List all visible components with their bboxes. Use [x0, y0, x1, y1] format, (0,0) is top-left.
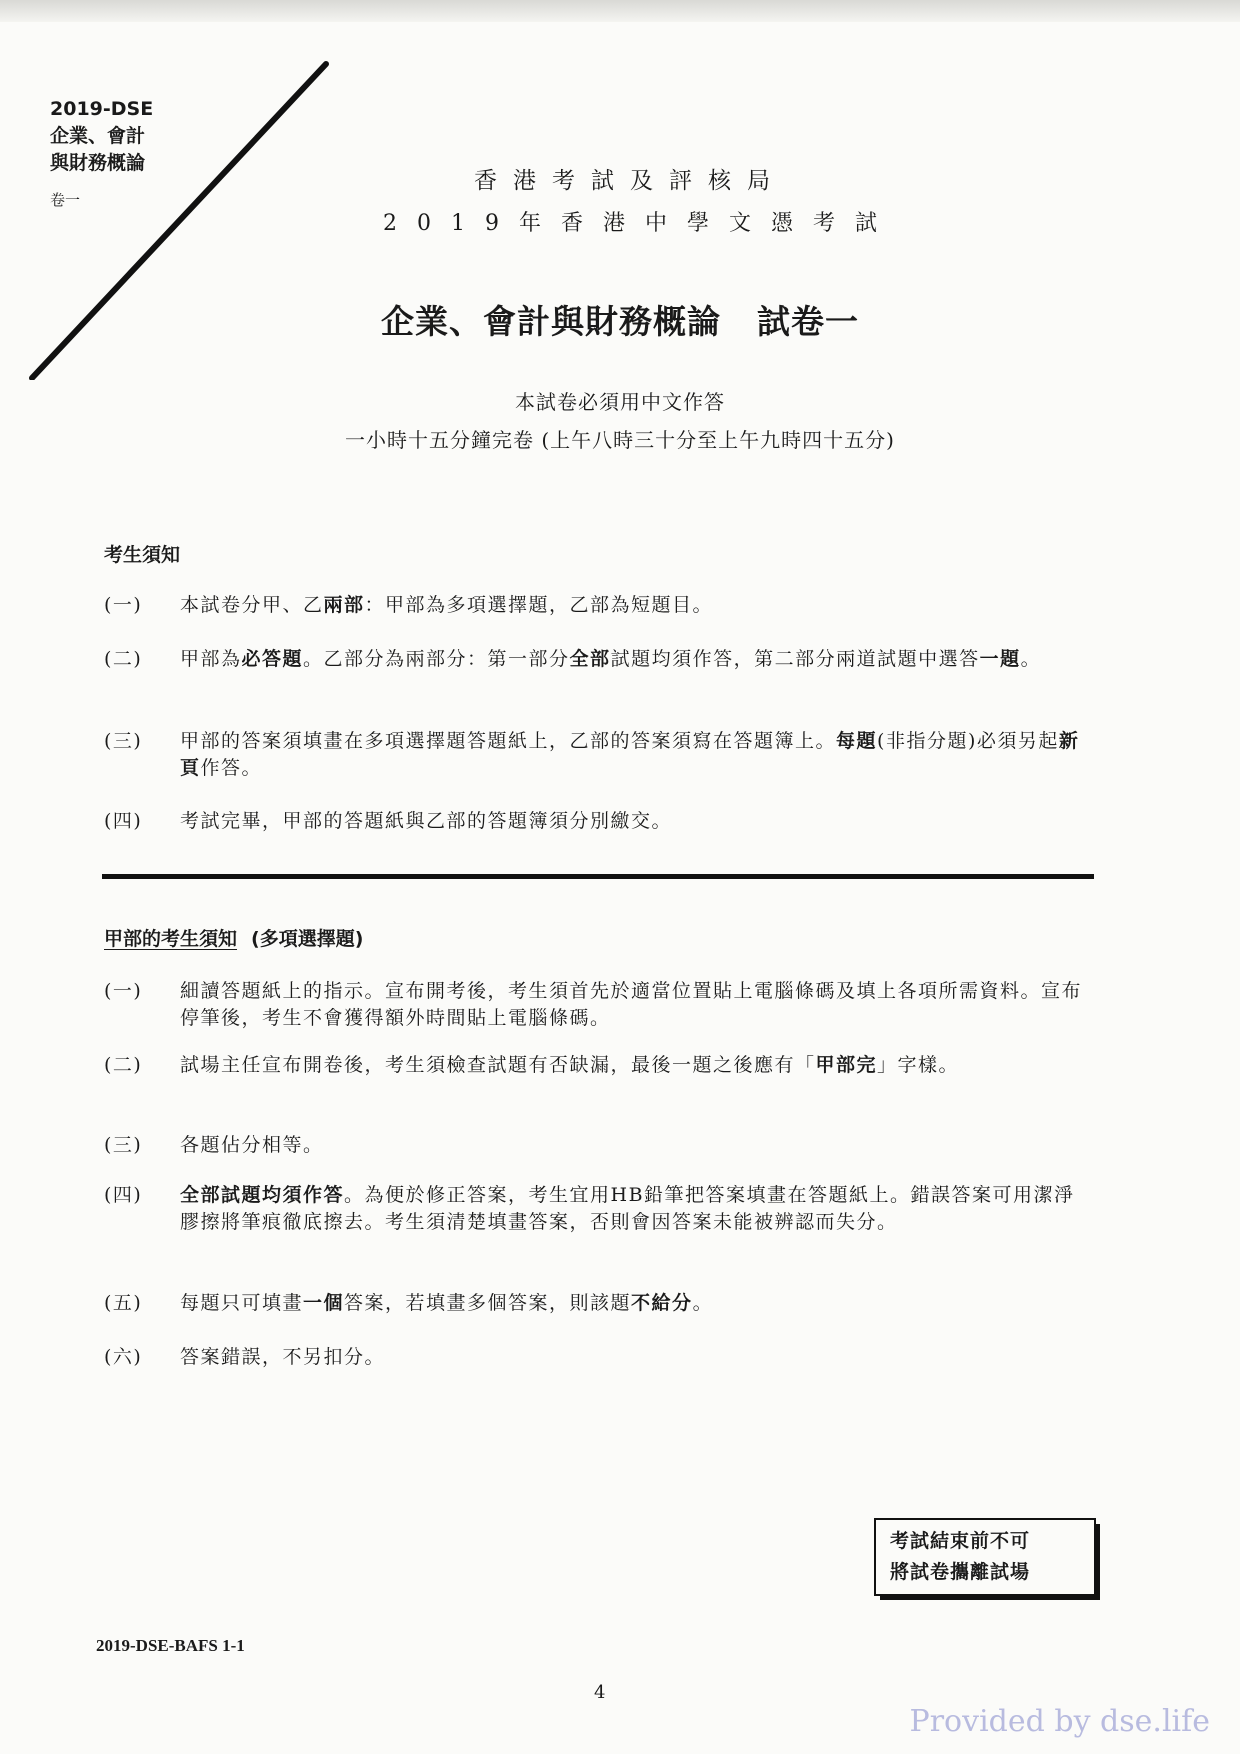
body-text: 。乙部分為兩部分：第一部分 [303, 648, 570, 670]
body-text: 」字樣。 [877, 1054, 960, 1076]
body-text: (非指分題)必須另起 [877, 730, 1059, 752]
emphasis-text: 全部 [569, 648, 611, 670]
paper-code: 2019-DSE-BAFS 1-1 [96, 1636, 245, 1655]
general-instruction-item-number: (一) [104, 594, 143, 616]
general-instructions-title: 考生須知 [104, 544, 181, 566]
corner-subject-line1: 企業、會計 [50, 125, 146, 147]
corner-year: 2019-DSE [50, 98, 154, 120]
general-instruction-item [104, 808, 1084, 835]
general-instruction-item [104, 728, 1084, 782]
emphasis-text: 每題 [836, 730, 878, 752]
body-text: 。 [1020, 648, 1042, 670]
body-text: 各題佔分相等。 [180, 1134, 324, 1156]
subject-name: 企業、會計與財務概論 [381, 302, 721, 341]
paper-title [0, 296, 1240, 343]
section-a-instruction-item-text [180, 1182, 1084, 1236]
section-a-instruction-item-text [180, 1052, 1084, 1079]
section-a-instruction-item-number: (五) [104, 1292, 143, 1314]
body-text: 。為便於修正答案，考生宜用HB鉛筆把答案填畫在答題紙上。錯誤答案可用潔淨膠擦將筆痕徹底擦去。考生須清楚填畫答案，否則會因答案未能被辨認而失分。 [180, 1184, 1075, 1233]
body-text: 甲部的答案須填畫在多項選擇題答題紙上，乙部的答案須寫在答題簿上。 [180, 730, 837, 752]
emphasis-text: 不給分 [631, 1292, 693, 1314]
section-a-title [104, 924, 363, 951]
emphasis-text: 新頁 [180, 730, 1080, 779]
exam-name: 2019年香港中學文憑考試 [383, 211, 897, 236]
notice-line1: 考試結束前不可 [890, 1530, 1031, 1552]
page-number: 4 [594, 1682, 606, 1703]
section-a-instruction-item [104, 1182, 1084, 1236]
emphasis-text: 一個 [303, 1292, 345, 1314]
section-a-instruction-item [104, 1290, 1084, 1317]
watermark: Provided by dse.life [909, 1704, 1210, 1739]
section-a-instruction-item-number: (六) [104, 1346, 143, 1368]
body-text: 細讀答題紙上的指示。宣布開考後，考生須首先於適當位置貼上電腦條碼及填上各項所需資料。宣布停筆後，考生不會獲得額外時間貼上電腦條碼。 [180, 980, 1083, 1029]
notice-line2: 將試卷攜離試場 [890, 1561, 1031, 1583]
body-text: 甲部為 [180, 648, 242, 670]
body-text: 。 [692, 1292, 714, 1314]
section-a-instruction-item-number: (四) [104, 1184, 143, 1206]
body-text: 本試卷分甲、乙 [180, 594, 324, 616]
general-instruction-item-text [180, 592, 1084, 619]
section-a-instruction-item-number: (二) [104, 1054, 143, 1076]
body-text: 試題均須作答，第二部分兩道試題中選答 [610, 648, 980, 670]
body-text: 答案錯誤，不另扣分。 [180, 1346, 386, 1368]
general-instruction-item-number: (四) [104, 810, 143, 832]
emphasis-text: 全部試題均須作答 [180, 1184, 345, 1206]
time-allowed: 一小時十五分鐘完卷 (上午八時三十分至上午九時四十五分) [345, 428, 895, 452]
general-instruction-item-text [180, 808, 1084, 835]
section-a-instruction-item-text [180, 978, 1084, 1032]
language-requirement: 本試卷必須用中文作答 [515, 390, 725, 414]
general-instruction-item-number: (三) [104, 730, 143, 752]
section-a-instruction-item [104, 1132, 1084, 1159]
general-instruction-item-text [180, 646, 1084, 673]
body-text: 每題只可填畫 [180, 1292, 304, 1314]
general-instruction-item [104, 592, 1084, 619]
section-divider [102, 874, 1094, 879]
section-a-instruction-item-text [180, 1132, 1084, 1159]
section-a-instruction-item-text [180, 1290, 1084, 1317]
authority-name: 香港考試及評核局 [474, 168, 786, 194]
section-a-instruction-item-number: (三) [104, 1134, 143, 1156]
general-instruction-item-text [180, 728, 1084, 782]
body-text: ：甲部為多項選擇題，乙部為短題目。 [364, 594, 714, 616]
emphasis-text: 必答題 [241, 648, 304, 670]
body-text: 試場主任宣布開卷後，考生須檢查試題有否缺漏，最後一題之後應有「 [180, 1054, 816, 1076]
emphasis-text: 甲部完 [815, 1054, 878, 1076]
section-a-instruction-item-number: (一) [104, 980, 143, 1002]
notice-box [874, 1518, 1096, 1596]
general-instruction-item [104, 646, 1084, 673]
corner-subject-line2: 與財務概論 [50, 152, 146, 174]
section-a-heading: 甲部的考生須知 [104, 928, 238, 950]
section-a-instruction-item [104, 978, 1084, 1032]
section-a-subtitle: (多項選擇題) [251, 928, 364, 950]
body-text: 作答。 [200, 757, 263, 779]
general-instruction-item-number: (二) [104, 648, 143, 670]
body-text: 答案，若填畫多個答案，則該題 [344, 1292, 632, 1314]
corner-paper: 卷一 [50, 191, 81, 209]
section-a-instruction-item-text [180, 1344, 1084, 1371]
emphasis-text: 一題 [979, 648, 1021, 670]
section-a-instruction-item [104, 1344, 1084, 1371]
emphasis-text: 兩部 [323, 594, 365, 616]
scan-edge [0, 0, 1240, 22]
paper-number: 試卷一 [757, 302, 859, 341]
section-a-instruction-item [104, 1052, 1084, 1079]
body-text: 考試完畢，甲部的答題紙與乙部的答題簿須分別繳交。 [180, 810, 673, 832]
